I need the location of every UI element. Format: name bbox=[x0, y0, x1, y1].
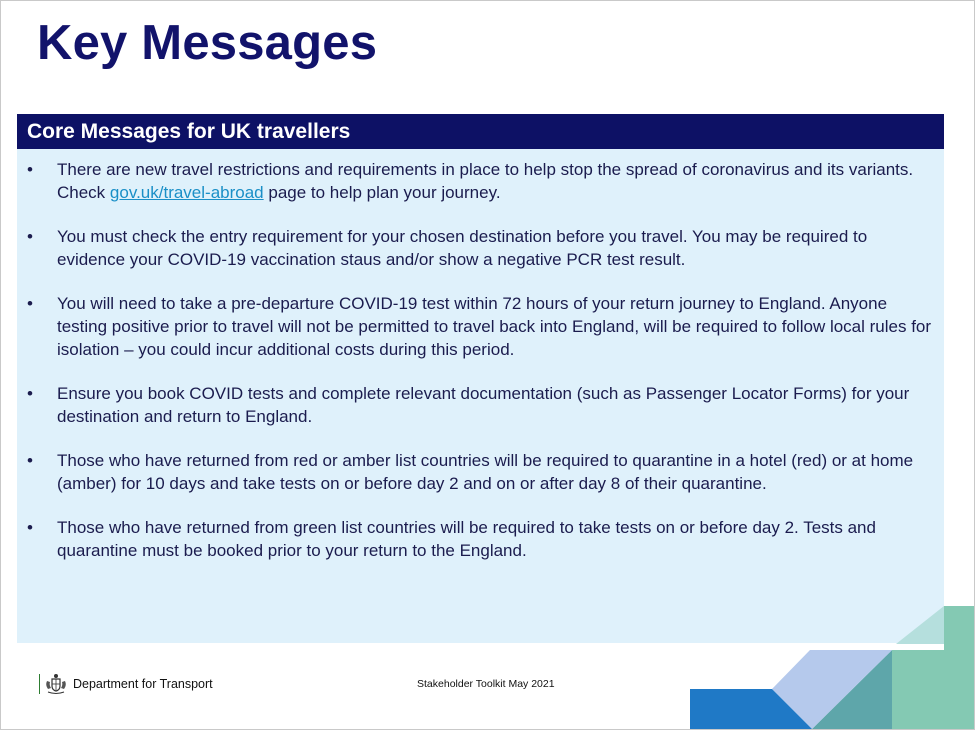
bullet-text: You will need to take a pre-departure COVID-19 test within 72 hours of your return journey to England. Anyone testing positive prior to travel will not be permitted to travel back into England, will be required to follow local rules for isolation – you could incur additional costs during this period. bbox=[57, 294, 932, 359]
bullet-item bbox=[17, 292, 944, 361]
decorative-shapes bbox=[690, 606, 974, 729]
panel-header: Core Messages for UK travellers bbox=[17, 114, 944, 149]
bullet-text: Those who have returned from green list countries will be required to take tests on or before day 2. Tests and quarantine must be booked prior to your return to the England. bbox=[57, 518, 876, 560]
bullet-marker: • bbox=[27, 518, 33, 537]
logo-divider bbox=[39, 674, 40, 694]
bullet-text: You must check the entry requirement for your chosen destination before you travel. You may be required to evidence your COVID-19 vaccination staus and/or show a negative PCR test result. bbox=[57, 227, 868, 269]
department-logo bbox=[39, 672, 213, 696]
bullet-text: Those who have returned from red or amber list countries will be required to quarantine in a hotel (red) or at home (amber) for 10 days and take tests on or before day 2 and on or after day 8 of their quarantine. bbox=[57, 451, 914, 493]
royal-crest-icon bbox=[44, 673, 68, 695]
decor-pale-teal-triangle bbox=[896, 606, 944, 644]
department-name: Department for Transport bbox=[73, 677, 213, 691]
bullet-text: page to help plan your journey. bbox=[263, 183, 501, 202]
slide-title: Key Messages bbox=[37, 16, 378, 70]
bullet-text: Ensure you book COVID tests and complete relevant documentation (such as Passenger Locator Forms) for your destination and return to England. bbox=[57, 384, 910, 426]
bullet-marker: • bbox=[27, 227, 33, 246]
bullet-text: There are new travel restrictions and requirements in place to help stop the spread of coronavirus and its variants. Check bbox=[57, 160, 914, 202]
bullet-list bbox=[17, 158, 944, 583]
bullet-marker: • bbox=[27, 384, 33, 403]
travel-abroad-link[interactable]: gov.uk/travel-abroad bbox=[109, 183, 264, 202]
core-messages-panel bbox=[17, 114, 944, 643]
bullet-item bbox=[17, 516, 944, 562]
bullet-item bbox=[17, 158, 944, 204]
bullet-marker: • bbox=[27, 451, 33, 470]
bullet-marker: • bbox=[27, 294, 33, 313]
footer-toolkit-label: Stakeholder Toolkit May 2021 bbox=[417, 678, 555, 690]
bullet-marker: • bbox=[27, 160, 33, 179]
bullet-item bbox=[17, 382, 944, 428]
bullet-item bbox=[17, 449, 944, 495]
bullet-item bbox=[17, 225, 944, 271]
